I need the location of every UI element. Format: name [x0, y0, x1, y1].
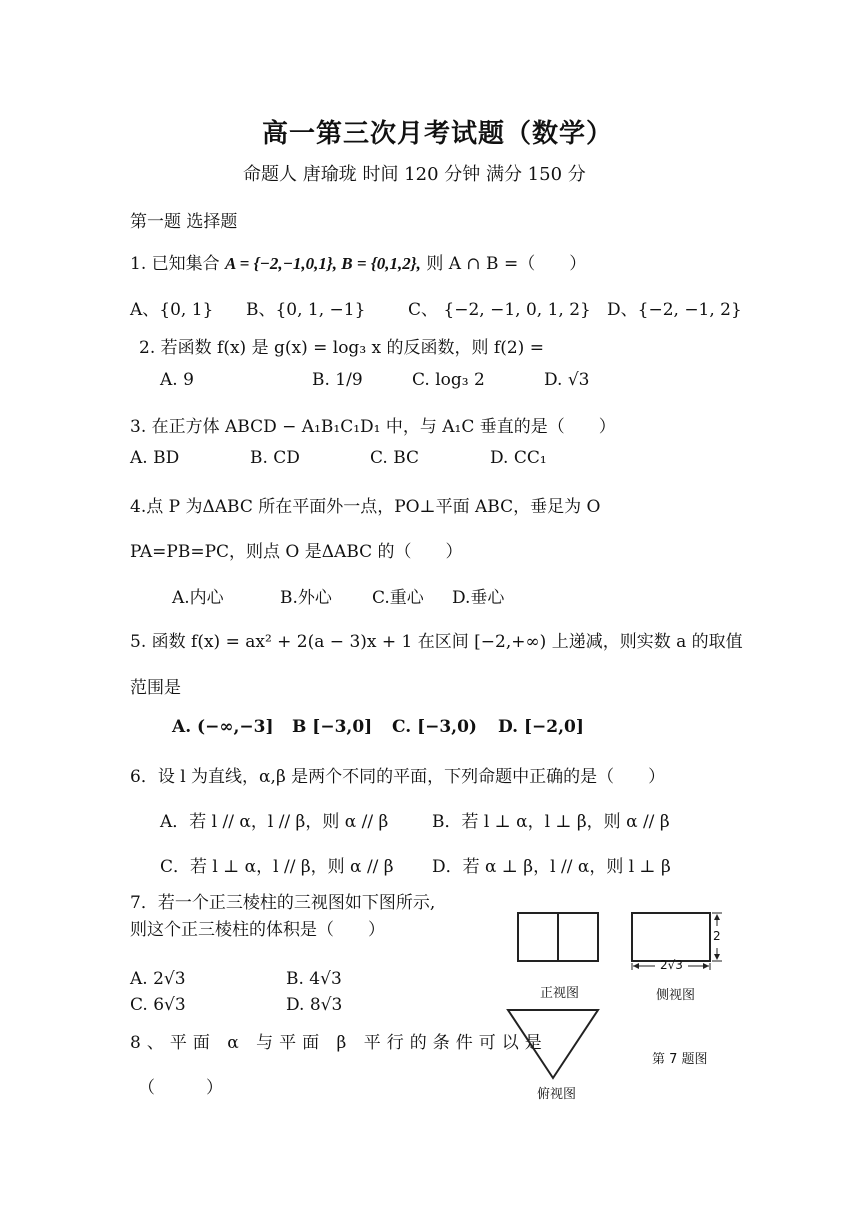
exam-meta: 命题人 唐瑜珑 时间 120 分钟 满分 150 分 — [243, 164, 586, 185]
q6-option-a: A．若 l // α，l // β，则 α // β — [160, 812, 389, 832]
q3-option-a: A. BD — [130, 448, 180, 468]
q6-option-d: D．若 α ⊥ β，l // α，则 l ⊥ β — [432, 857, 671, 877]
question-7-line1: 7．若一个正三棱柱的三视图如下图所示, — [130, 893, 436, 913]
q4-option-c: C.重心 — [372, 588, 424, 608]
q1-sets: A = {−2,−1,0,1}, B = {0,1,2}, — [225, 254, 421, 273]
q7-option-c: C. 6√3 — [130, 995, 186, 1015]
question-8-line1: 8、平面 α 与平面 β 平行的条件可以是 — [130, 1033, 548, 1053]
dimension-width: 2√3 — [660, 958, 683, 972]
q2-option-c: C. log₃ 2 — [412, 370, 485, 390]
front-view-label: 正视图 — [540, 986, 580, 1001]
q4-option-a: A.内心 — [172, 588, 224, 608]
question-1 — [130, 249, 586, 274]
question-6: 6．设 l 为直线，α,β 是两个不同的平面，下列命题中正确的是（ ） — [130, 767, 666, 787]
figure-caption: 第 7 题图 — [652, 1052, 708, 1067]
q5-option-d: D. [−2,0] — [498, 717, 584, 737]
q2-option-a: A. 9 — [160, 370, 194, 390]
q7-option-a: A. 2√3 — [130, 969, 186, 989]
q5-option-b: B [−3,0] — [292, 717, 373, 737]
question-4-line1: 4.点 P 为ΔABC 所在平面外一点，PO⊥平面 ABC，垂足为 O — [130, 497, 601, 517]
question-4-line2: PA=PB=PC，则点 O 是ΔABC 的（ ） — [130, 542, 463, 562]
q3-option-c: C. BC — [370, 448, 420, 468]
dimension-height: 2 — [713, 929, 721, 943]
front-view — [518, 913, 598, 961]
q3-option-b: B. CD — [250, 448, 300, 468]
q1-option-c: C、 {−2, −1, 0, 1, 2} — [408, 300, 591, 320]
q1-option-a: A、{0, 1} — [130, 300, 214, 320]
q1-option-d: D、{−2, −1, 2} — [607, 300, 742, 320]
q2-option-d: D. √3 — [544, 370, 590, 390]
q1-ask: 则 A ∩ B =（ ） — [426, 254, 587, 274]
q2-option-b: B. 1/9 — [312, 370, 363, 390]
q5-option-c: C. [−3,0) — [392, 717, 477, 737]
q7-option-d: D. 8√3 — [286, 995, 343, 1015]
exam-title: 高一第三次月考试题（数学） — [262, 119, 614, 149]
question-8-line2: （ ） — [138, 1078, 223, 1098]
section-heading: 第一题 选择题 — [130, 212, 238, 232]
q6-option-b: B．若 l ⊥ α，l ⊥ β，则 α // β — [432, 812, 670, 832]
question-2: 2. 若函数 f(x) 是 g(x) = log₃ x 的反函数，则 f(2) = — [139, 338, 544, 358]
question-3: 3. 在正方体 ABCD − A₁B₁C₁D₁ 中，与 A₁C 垂直的是（ ） — [130, 417, 616, 437]
question-5-line2: 范围是 — [130, 678, 181, 698]
q5-option-a: A. (−∞,−3] — [172, 717, 274, 737]
q4-option-b: B.外心 — [280, 588, 332, 608]
top-view-label: 俯视图 — [537, 1087, 577, 1102]
q4-option-d: D.垂心 — [452, 588, 505, 608]
q1-stem: 1. 已知集合 — [130, 254, 220, 274]
side-view-label: 侧视图 — [656, 988, 696, 1003]
question-5-line1: 5. 函数 f(x) = ax² + 2(a − 3)x + 1 在区间 [−2,+∞) 上递减，则实数 a 的取值 — [130, 632, 743, 652]
q3-option-d: D. CC₁ — [490, 448, 547, 468]
q6-option-c: C．若 l ⊥ α，l // β，则 α // β — [160, 857, 394, 877]
q7-option-b: B. 4√3 — [286, 969, 342, 989]
q1-option-b: B、{0, 1, −1} — [246, 300, 366, 320]
question-7-line2: 则这个正三棱柱的体积是（ ） — [130, 920, 385, 940]
